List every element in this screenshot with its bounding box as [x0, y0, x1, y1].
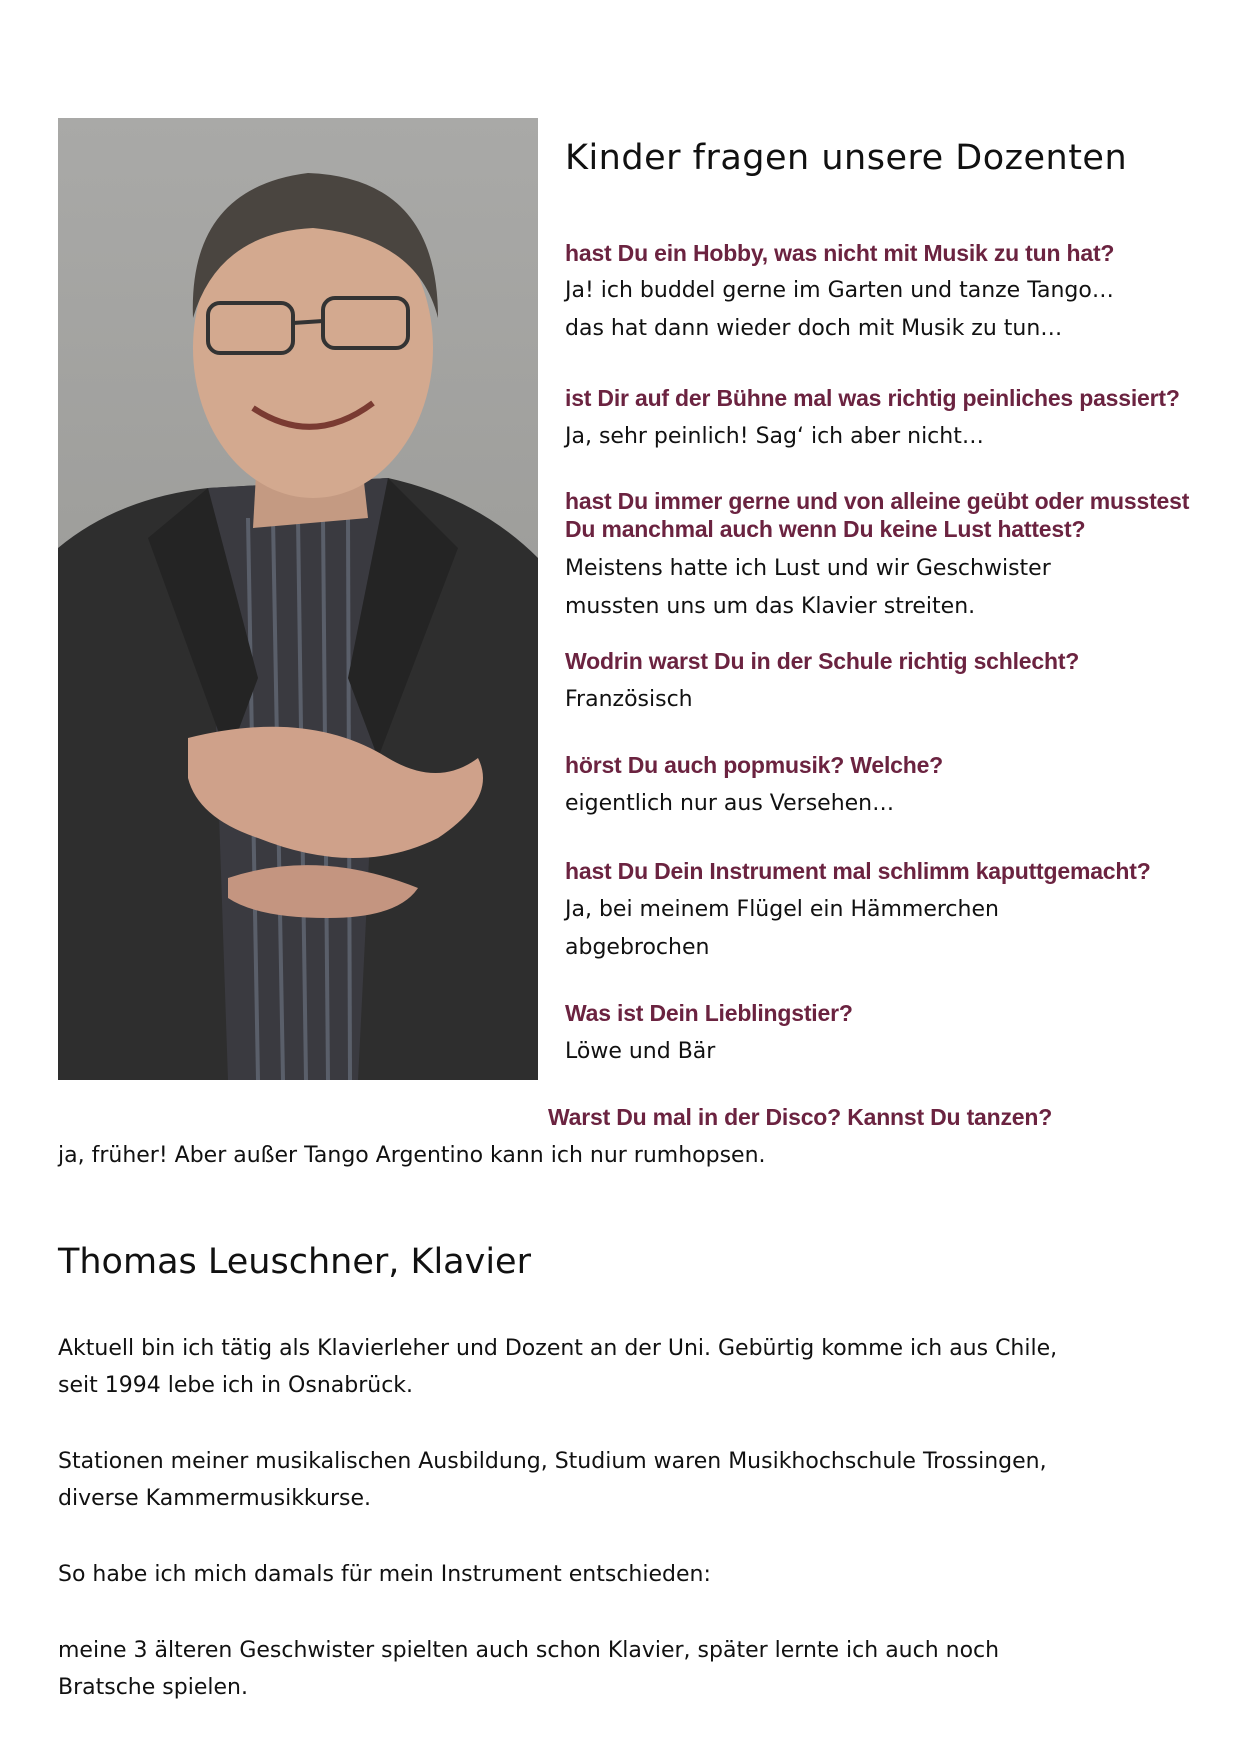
question-instrument: hast Du Dein Instrument mal schlimm kaputtgemacht? — [565, 858, 1151, 884]
answer-hobby-line1: Ja! ich buddel gerne im Garten und tanze Tango… — [565, 278, 1114, 303]
bio-paragraph-3: So habe ich mich damals für mein Instrument entschieden: — [58, 1562, 711, 1587]
answer-practice-line2: mussten uns um das Klavier streiten. — [565, 594, 976, 619]
bio-paragraph-2-line2: diverse Kammermusikkurse. — [58, 1486, 371, 1511]
bio-paragraph-1-line2: seit 1994 lebe ich in Osnabrück. — [58, 1373, 414, 1398]
question-popmusic: hörst Du auch popmusik? Welche? — [565, 752, 944, 778]
answer-popmusic: eigentlich nur aus Versehen… — [565, 791, 895, 816]
answer-stage: Ja, sehr peinlich! Sag‘ ich aber nicht… — [565, 424, 984, 449]
answer-school: Französisch — [565, 687, 693, 712]
answer-practice-line1: Meistens hatte ich Lust und wir Geschwister — [565, 556, 1051, 581]
page-title: Kinder fragen unsere Dozenten — [565, 138, 1128, 178]
question-practice-line2: Du manchmal auch wenn Du keine Lust hattest? — [565, 516, 1086, 542]
bio-paragraph-4-line1: meine 3 älteren Geschwister spielten auch schon Klavier, später lernte ich auch noch — [58, 1638, 1000, 1663]
answer-instrument-line2: abgebrochen — [565, 935, 710, 960]
question-hobby: hast Du ein Hobby, was nicht mit Musik zu tun hat? — [565, 240, 1115, 266]
answer-instrument-line1: Ja, bei meinem Flügel ein Hämmerchen — [565, 897, 999, 922]
question-disco: Warst Du mal in der Disco? Kannst Du tanzen? — [548, 1104, 1053, 1130]
question-school: Wodrin warst Du in der Schule richtig schlecht? — [565, 648, 1080, 674]
answer-disco: ja, früher! Aber außer Tango Argentino kann ich nur rumhopsen. — [58, 1143, 766, 1168]
question-practice-line1: hast Du immer gerne und von alleine geübt oder musstest — [565, 488, 1190, 514]
bio-paragraph-4-line2: Bratsche spielen. — [58, 1675, 248, 1700]
question-stage: ist Dir auf der Bühne mal was richtig peinliches passiert? — [565, 385, 1180, 411]
answer-hobby-line2: das hat dann wieder doch mit Musik zu tun… — [565, 316, 1063, 341]
bio-paragraph-2-line1: Stationen meiner musikalischen Ausbildung, Studium waren Musikhochschule Trossingen, — [58, 1449, 1047, 1474]
bio-paragraph-1-line1: Aktuell bin ich tätig als Klavierleher und Dozent an der Uni. Gebürtig komme ich aus Chile, — [58, 1336, 1058, 1361]
question-animal: Was ist Dein Lieblingstier? — [565, 1000, 853, 1026]
portrait-illustration — [58, 118, 538, 1080]
answer-animal: Löwe und Bär — [565, 1039, 716, 1064]
bio-name-heading: Thomas Leuschner, Klavier — [58, 1242, 531, 1282]
portrait-photo — [58, 118, 538, 1080]
